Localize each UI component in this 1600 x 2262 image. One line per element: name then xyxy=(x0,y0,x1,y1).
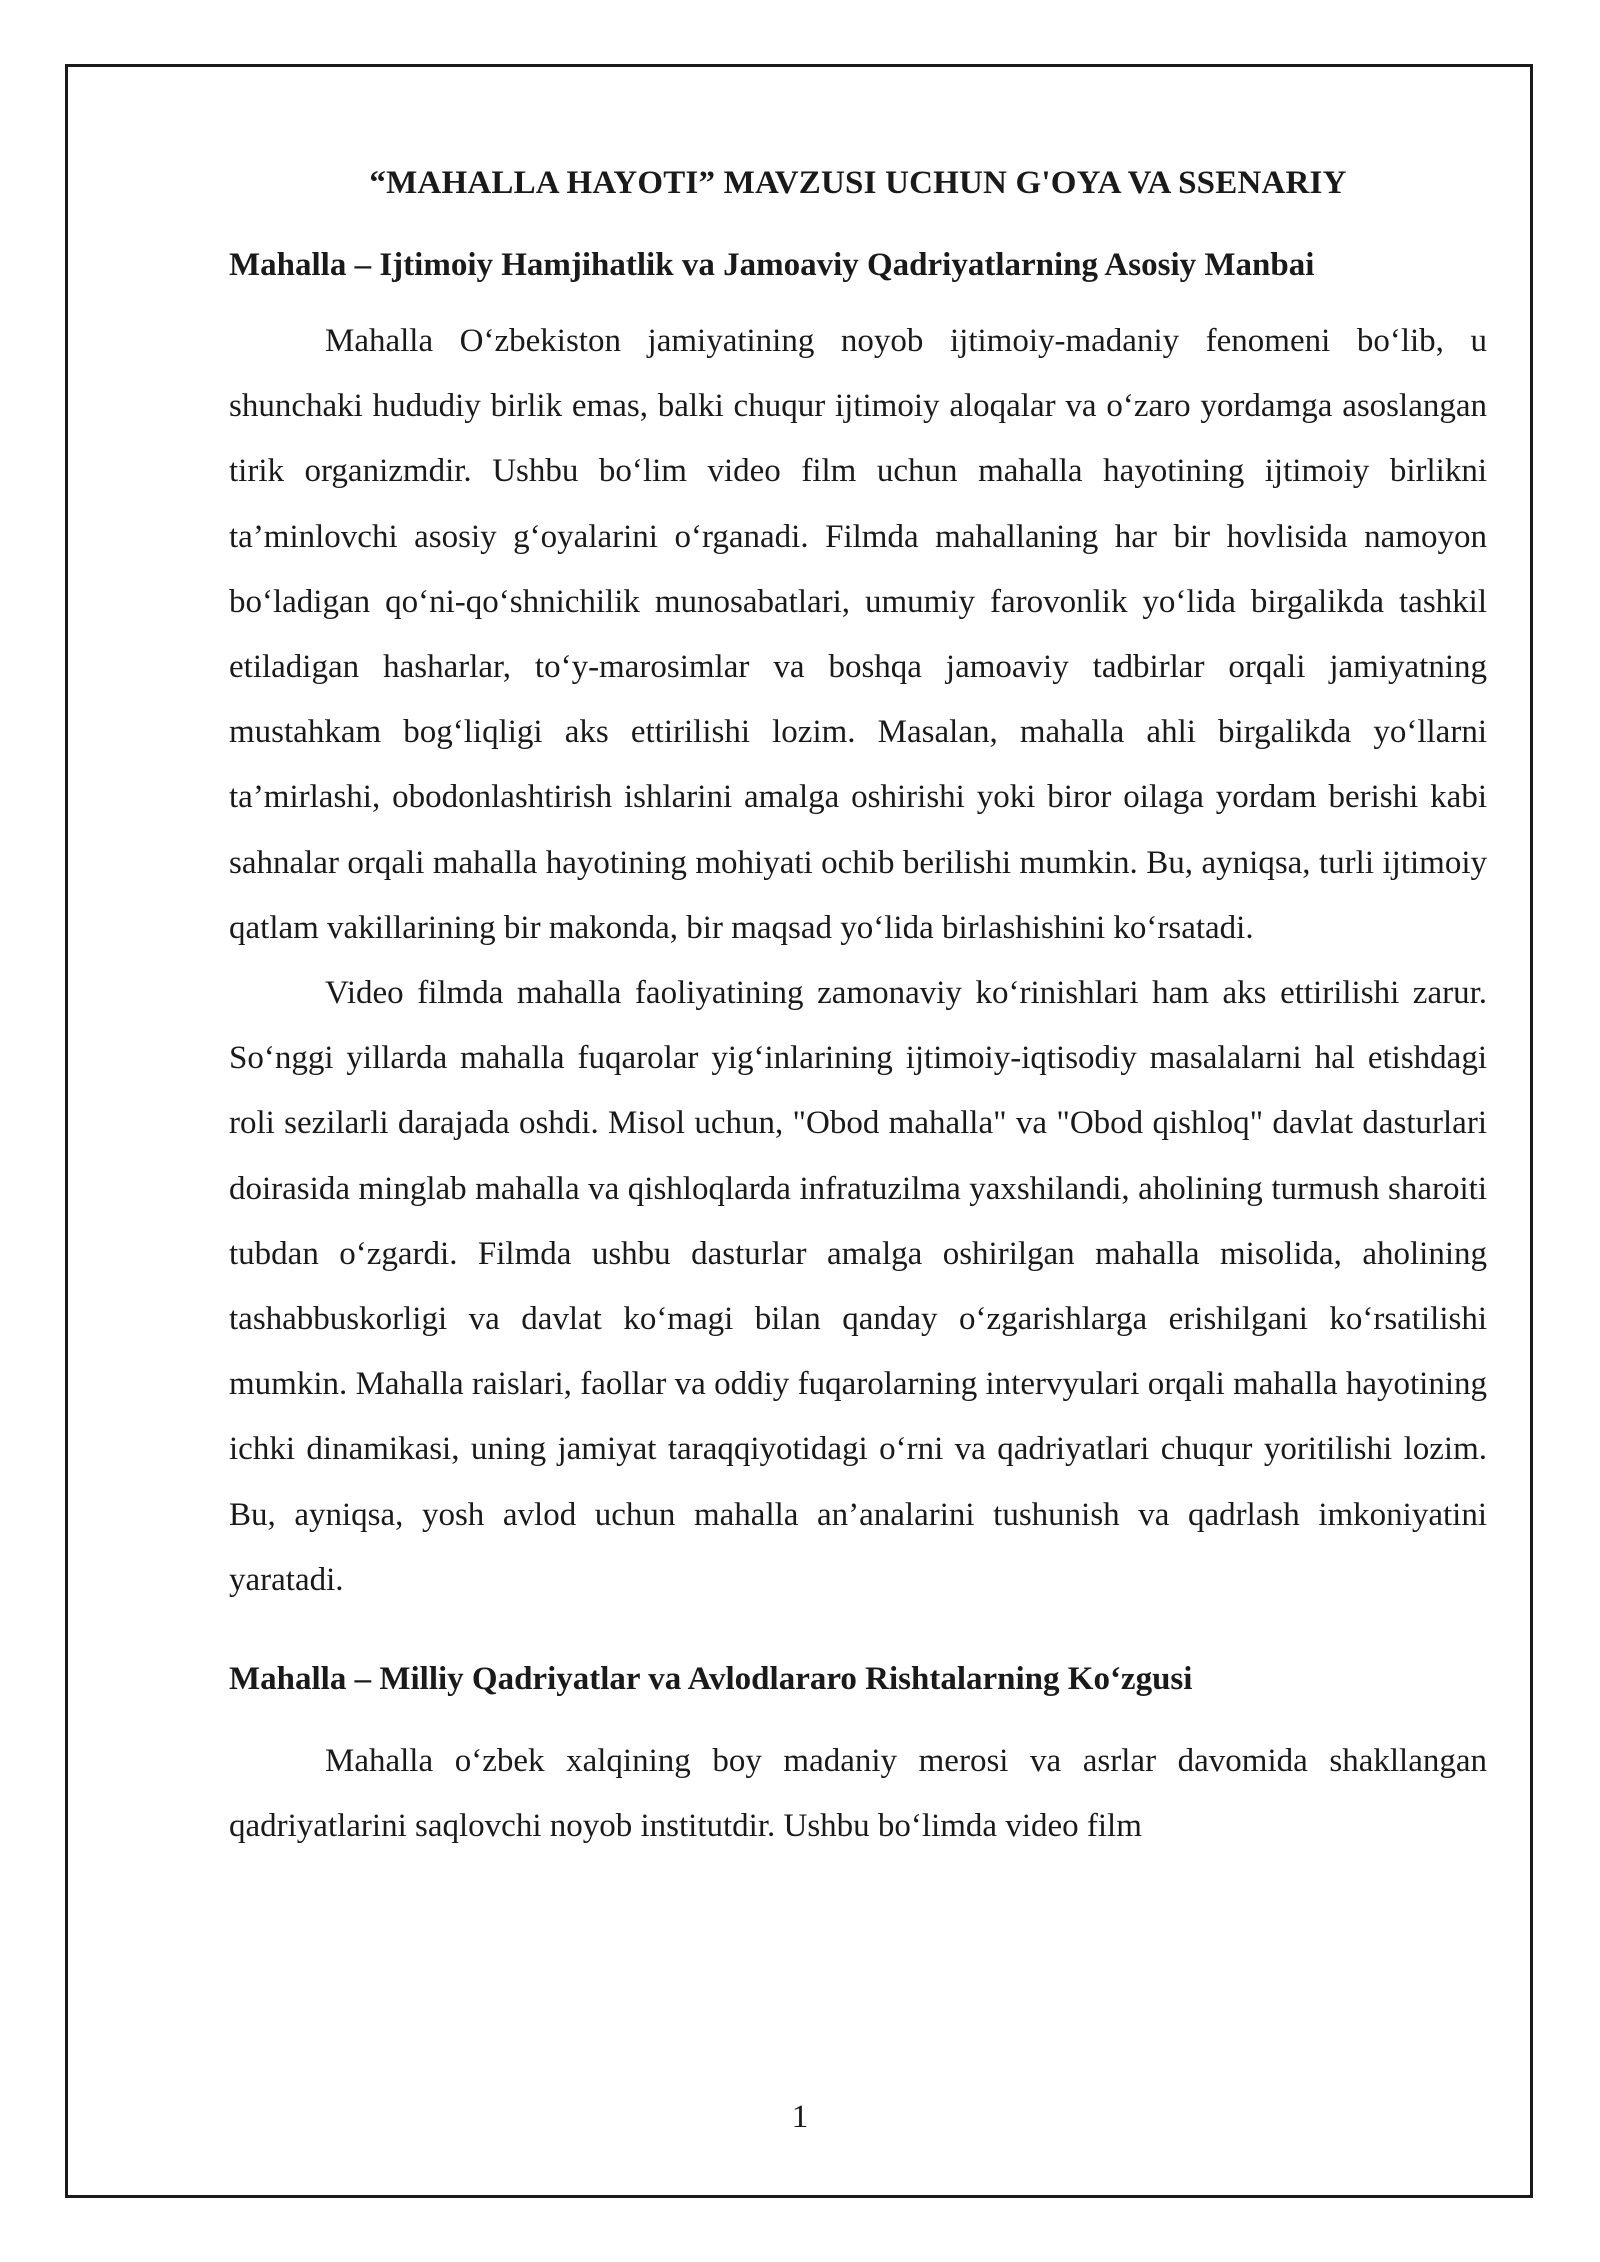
page-number: 1 xyxy=(791,2099,809,2135)
paragraph: Mahalla O‘zbekiston jamiyatining noyob ijtimoiy-madaniy fenomeni bo‘lib, u shunchaki hududiy birlik emas, balki chuqur ijtimoiy aloqalar va o‘zaro yordamga asoslangan tirik organizmdir. Ushbu bo‘lim video film uchun mahalla hayotining ijtimoiy birlikni ta’minlovchi asosiy g‘oyalarini o‘rganadi. Filmda mahallaning har bir hovlisida namoyon bo‘ladigan qo‘ni-qo‘shnichilik munosabatlari, umumiy farovonlik yo‘lida birgalikda tashkil etiladigan hasharlar, to‘y-marosimlar va boshqa jamoaviy tadbirlar orqali jamiyatning mustahkam bog‘liqligi aks ettirilishi lozim. Masalan, mahalla ahli birgalikda yo‘llarni ta’mirlashi, obodonlashtirish ishlarini amalga oshirishi yoki biror oilaga yordam berishi kabi sahnalar orqali mahalla hayotining mohiyati ochib berilishi mumkin. Bu, ayniqsa, turli ijtimoiy qatlam vakillarining bir makonda, bir maqsad yo‘lida birlashishini ko‘rsatadi. xyxy=(229,323,1487,946)
section-heading: Mahalla – Ijtimoiy Hamjihatlik va Jamoaviy Qadriyatlarning Asosiy Manbai xyxy=(229,247,1315,283)
section-heading: Mahalla – Milliy Qadriyatlar va Avlodlararo Rishtalarning Ko‘zgusi xyxy=(229,1661,1193,1698)
paragraph: Mahalla o‘zbek xalqining boy madaniy merosi va asrlar davomida shakllangan qadriyatlarini saqlovchi noyob institutdir. Ushbu bo‘limda video film xyxy=(229,1743,1487,1845)
document-title: “MAHALLA HAYOTI” MAVZUSI UCHUN G'OYA VA SSENARIY xyxy=(369,165,1347,201)
document-body xyxy=(229,145,1487,1859)
paragraph: Video filmda mahalla faoliyatining zamonaviy ko‘rinishlari ham aks ettirilishi zarur. So‘nggi yillarda mahalla fuqarolar yig‘inlarining ijtimoiy-iqtisodiy masalalarni hal etishdagi roli sezilarli darajada oshdi. Misol uchun, "Obod mahalla" va "Obod qishloq" davlat dasturlari doirasida minglab mahalla va qishloqlarda infratuzilma yaxshilandi, aholining turmush sharoiti tubdan o‘zgardi. Filmda ushbu dasturlar amalga oshirilgan mahalla misolida, aholining tashabbuskorligi va davlat ko‘magi bilan qanday o‘zgarishlarga erishilgani ko‘rsatilishi mumkin. Mahalla raislari, faollar va oddiy fuqarolarning intervyulari orqali mahalla hayotining ichki dinamikasi, uning jamiyat taraqqiyotidagi o‘rni va qadriyatlari chuqur yoritilishi lozim. Bu, ayniqsa, yosh avlod uchun mahalla an’analarini tushunish va qadrlash imkoniyatini yaratadi. xyxy=(229,975,1487,1598)
